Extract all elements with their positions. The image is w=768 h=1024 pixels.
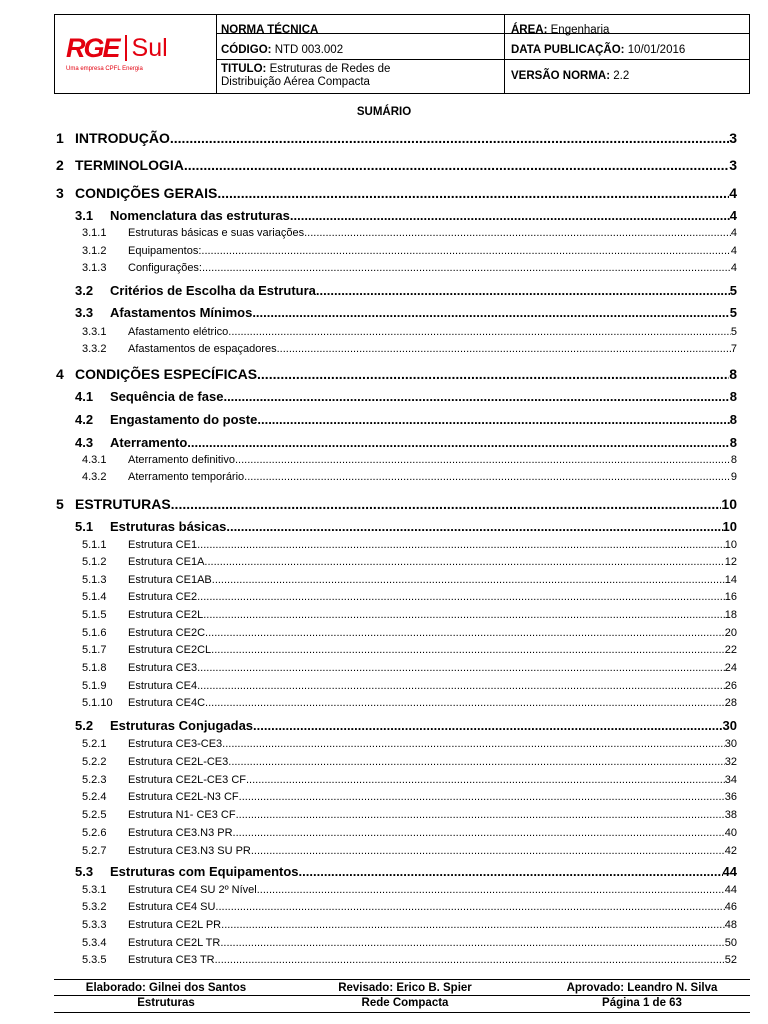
footer-table — [54, 979, 750, 1013]
toc-dot-leader — [217, 185, 729, 201]
toc-dot-leader — [244, 471, 731, 483]
toc-dot-leader — [246, 774, 725, 786]
footer-elaborado: Elaborado: Gilnei dos Santos — [85, 982, 247, 994]
toc-dot-leader — [197, 591, 725, 603]
toc-entry[interactable] — [56, 494, 737, 512]
toc-entry-number: 5.3.3 — [82, 919, 107, 931]
toc-entry-number: 3.3.2 — [82, 343, 107, 355]
toc-entry-number: 5.1.5 — [82, 609, 107, 621]
toc-entry-title: Estrutura CE2CL — [128, 644, 212, 656]
toc-entry[interactable] — [56, 642, 737, 656]
toc-entry-number: 5.1.6 — [82, 627, 107, 639]
norma-tecnica-label: NORMA TÉCNICA — [221, 24, 319, 36]
toc-entry-number: 3 — [56, 185, 64, 201]
toc-entry-number: 4.2 — [75, 412, 94, 427]
toc-entry-page: 40 — [724, 827, 737, 839]
toc-entry-number: 5.1.8 — [82, 662, 107, 674]
toc-entry-page: 44 — [722, 864, 737, 879]
toc-dot-leader — [235, 454, 731, 466]
footer-revisado: Revisado: Erico B. Spier — [338, 982, 472, 994]
toc-entry-page: 4 — [730, 262, 737, 274]
codigo-value: NTD 003.002 — [274, 44, 344, 56]
toc-entry-title: Estrutura CE3.N3 SU PR — [128, 845, 251, 857]
toc-entry[interactable] — [56, 736, 737, 750]
toc-entry[interactable] — [56, 789, 737, 803]
toc-dot-leader — [205, 697, 725, 709]
toc-entry-title: Engastamento do poste — [110, 412, 258, 427]
toc-dot-leader — [277, 343, 731, 355]
toc-dot-leader — [220, 937, 724, 949]
versao-value: 2.2 — [613, 70, 630, 82]
toc-entry-title: Estrutura CE2L PR — [128, 919, 222, 931]
toc-entry-page: 26 — [724, 680, 737, 692]
toc-entry-number: 4 — [56, 366, 64, 382]
toc-dot-leader — [228, 756, 724, 768]
toc-entry[interactable] — [56, 410, 737, 427]
toc-entry-page: 4 — [729, 208, 737, 223]
titulo-line2: Distribuição Aérea Compacta — [221, 76, 370, 88]
toc-entry-number: 5.2.7 — [82, 845, 107, 857]
titulo-line1: Estruturas de Redes de — [269, 63, 391, 75]
toc-entry-number: 4.3.2 — [82, 471, 107, 483]
toc-entry-number: 1 — [56, 130, 64, 146]
toc-entry-title: Afastamentos de espaçadores — [128, 343, 277, 355]
toc-entry[interactable] — [56, 469, 737, 483]
toc-entry-number: 5.3.2 — [82, 901, 107, 913]
toc-entry-number: 5.2.3 — [82, 774, 107, 786]
toc-dot-leader — [187, 435, 729, 450]
summary-title: SUMÁRIO — [356, 106, 412, 118]
toc-dot-leader — [221, 919, 725, 931]
toc-entry-page: 14 — [724, 574, 737, 586]
codigo-cell — [221, 44, 343, 57]
toc-entry-number: 5.3.1 — [82, 884, 107, 896]
toc-dot-leader — [223, 389, 729, 404]
toc-dot-leader — [201, 245, 730, 257]
footer-aprovado: Aprovado: Leandro N. Silva — [566, 982, 718, 994]
titulo-cell — [221, 63, 390, 89]
codigo-label: CÓDIGO: — [221, 44, 272, 56]
toc-entry-page: 44 — [724, 884, 737, 896]
toc-entry[interactable] — [56, 452, 737, 466]
toc-entry-page: 46 — [724, 901, 737, 913]
toc-entry-number: 5.1 — [75, 519, 94, 534]
toc-entry[interactable] — [56, 243, 737, 257]
toc-entry[interactable] — [56, 843, 737, 857]
toc-entry-number: 2 — [56, 157, 64, 173]
toc-entry-page: 4 — [730, 227, 737, 239]
toc-entry[interactable] — [56, 917, 737, 931]
toc-entry-number: 5.3.5 — [82, 954, 107, 966]
toc-entry-title: Estruturas básicas — [110, 519, 227, 534]
toc-entry-title: Estrutura CE1AB — [128, 574, 212, 586]
toc-entry-title: Estruturas básicas e suas variações — [128, 227, 305, 239]
versao-label: VERSÃO NORMA: — [511, 70, 611, 82]
toc-entry[interactable] — [56, 807, 737, 821]
toc-dot-leader — [251, 845, 725, 857]
logo-tagline: Uma empresa CPFL Energia — [66, 66, 143, 72]
toc-entry-title: Estrutura N1- CE3 CF — [128, 809, 236, 821]
toc-entry-title: TERMINOLOGIA — [75, 157, 184, 173]
toc-entry-page: 38 — [724, 809, 737, 821]
toc-entry-number: 4.3 — [75, 435, 94, 450]
toc-entry-title: Estrutura CE1 — [128, 539, 198, 551]
toc-dot-leader — [253, 718, 723, 733]
toc-dot-leader — [197, 539, 725, 551]
toc-dot-leader — [290, 208, 730, 223]
toc-entry-page: 16 — [724, 591, 737, 603]
toc-dot-leader — [252, 305, 729, 320]
toc-dot-leader — [316, 283, 730, 298]
toc-entry-title: Sequência de fase — [110, 389, 224, 404]
toc-entry-title: Estrutura CE4 SU 2º Nível — [128, 884, 257, 896]
toc-entry-page: 3 — [729, 157, 737, 173]
toc-entry-title: INTRODUÇÃO — [75, 130, 170, 146]
toc-entry[interactable] — [56, 225, 737, 239]
toc-dot-leader — [215, 954, 725, 966]
toc-entry[interactable] — [56, 387, 737, 404]
toc-entry-page: 10 — [721, 496, 737, 512]
toc-entry-page: 20 — [724, 627, 737, 639]
toc-entry-title: Estrutura CE2L TR — [128, 937, 221, 949]
toc-entry[interactable] — [56, 537, 737, 551]
toc-entry-title: Critérios de Escolha da Estrutura — [110, 283, 316, 298]
toc-entry[interactable] — [56, 324, 737, 338]
data-publicacao-label: DATA PUBLICAÇÃO: — [511, 44, 625, 56]
toc-entry-page: 7 — [730, 343, 737, 355]
toc-entry-number: 3.1.1 — [82, 227, 107, 239]
toc-entry-page: 28 — [724, 697, 737, 709]
toc-dot-leader — [202, 262, 731, 274]
toc-entry[interactable] — [56, 754, 737, 768]
toc-dot-leader — [304, 227, 731, 239]
toc-entry-page: 42 — [724, 845, 737, 857]
toc-entry[interactable] — [56, 952, 737, 966]
logo-brand: RGE — [66, 33, 119, 63]
toc-dot-leader — [203, 609, 725, 621]
toc-entry-title: Estrutura CE4 SU — [128, 901, 216, 913]
toc-entry-title: Aterramento definitivo — [128, 454, 235, 466]
toc-entry[interactable] — [56, 517, 737, 534]
data-publicacao-cell — [511, 44, 685, 57]
toc-entry-title: Nomenclatura das estruturas — [110, 208, 290, 223]
footer-pagina: Página 1 de 63 — [602, 997, 682, 1009]
toc-entry-number: 5.3 — [75, 864, 94, 879]
toc-entry-number: 5.1.2 — [82, 556, 107, 568]
toc-entry-number: 5.1.3 — [82, 574, 107, 586]
toc-entry-number: 5.1.9 — [82, 680, 107, 692]
toc-entry-page: 8 — [729, 389, 737, 404]
toc-entry-page: 4 — [729, 185, 737, 201]
toc-entry-page: 8 — [729, 435, 737, 450]
toc-entry-number: 4.3.1 — [82, 454, 107, 466]
toc-dot-leader — [211, 644, 725, 656]
toc-entry-number: 5.1.1 — [82, 539, 107, 551]
toc-entry-title: Estrutura CE4 — [128, 680, 198, 692]
toc-entry-title: Estrutura CE2L-CE3 CF — [128, 774, 246, 786]
toc-dot-leader — [239, 791, 725, 803]
toc-dot-leader — [226, 519, 722, 534]
toc-entry-number: 3.3 — [75, 305, 94, 320]
toc-entry-page: 8 — [729, 412, 737, 427]
toc-entry-title: Afastamento elétrico — [128, 326, 229, 338]
toc-entry-number: 3.1.3 — [82, 262, 107, 274]
toc-entry[interactable] — [56, 772, 737, 786]
toc-entry-title: Estruturas com Equipamentos — [110, 864, 299, 879]
toc-entry-title: Estrutura CE4C — [128, 697, 206, 709]
toc-dot-leader — [171, 496, 722, 512]
toc-entry-page: 3 — [729, 130, 737, 146]
toc-entry-title: Estrutura CE3.N3 PR — [128, 827, 233, 839]
toc-entry[interactable] — [56, 607, 737, 621]
toc-entry-number: 5.1.10 — [82, 697, 113, 709]
toc-dot-leader — [215, 901, 724, 913]
toc-entry[interactable] — [56, 660, 737, 674]
toc-entry-page: 50 — [724, 937, 737, 949]
toc-entry-page: 9 — [730, 471, 737, 483]
toc-entry-title: Estrutura CE3 TR — [128, 954, 215, 966]
toc-entry-title: Aterramento temporário — [128, 471, 245, 483]
toc-entry-page: 18 — [724, 609, 737, 621]
toc-entry-title: ESTRUTURAS — [75, 496, 171, 512]
toc-entry-title: Estrutura CE2L-N3 CF — [128, 791, 239, 803]
toc-entry[interactable] — [56, 260, 737, 274]
toc-entry-title: Afastamentos Mínimos — [110, 305, 253, 320]
toc-dot-leader — [170, 130, 729, 146]
toc-dot-leader — [184, 157, 729, 173]
toc-dot-leader — [222, 738, 725, 750]
toc-entry-number: 3.1.2 — [82, 245, 107, 257]
toc-entry-number: 4.1 — [75, 389, 94, 404]
toc-dot-leader — [212, 574, 725, 586]
toc-entry-page: 10 — [722, 519, 737, 534]
toc-dot-leader — [197, 662, 725, 674]
area-cell — [511, 24, 609, 37]
toc-entry[interactable] — [56, 935, 737, 949]
toc-dot-leader — [233, 827, 725, 839]
toc-entry-page: 4 — [730, 245, 737, 257]
toc-entry-number: 5.1.4 — [82, 591, 107, 603]
area-value: Engenharia — [550, 24, 610, 36]
toc-entry[interactable] — [56, 183, 737, 201]
toc-entry-title: Estrutura CE2C — [128, 627, 206, 639]
header-table — [54, 14, 750, 94]
toc-dot-leader — [299, 864, 723, 879]
toc-entry-page: 22 — [724, 644, 737, 656]
toc-entry-page: 5 — [730, 326, 737, 338]
toc-entry-number: 5.1.7 — [82, 644, 107, 656]
toc-entry[interactable] — [56, 716, 737, 733]
data-publicacao-value: 10/01/2016 — [627, 44, 686, 56]
toc-entry-page: 34 — [724, 774, 737, 786]
versao-cell — [511, 70, 629, 83]
logo-brand-suffix: Sul — [131, 34, 168, 62]
toc-entry-number: 5.2.4 — [82, 791, 107, 803]
toc-dot-leader — [257, 884, 725, 896]
toc-entry-page: 36 — [724, 791, 737, 803]
toc-dot-leader — [236, 809, 725, 821]
toc-entry-number: 3.2 — [75, 283, 94, 298]
toc-entry[interactable] — [56, 554, 737, 568]
toc-entry[interactable] — [56, 882, 737, 896]
toc-entry-number: 5 — [56, 496, 64, 512]
toc-entry-page: 30 — [724, 738, 737, 750]
toc-entry-number: 5.3.4 — [82, 937, 107, 949]
toc-entry[interactable] — [56, 364, 737, 382]
toc-entry-number: 5.2.6 — [82, 827, 107, 839]
toc-entry-page: 5 — [729, 283, 737, 298]
toc-entry-title: Estrutura CE3-CE3 — [128, 738, 223, 750]
toc-entry-number: 3.3.1 — [82, 326, 107, 338]
toc-entry[interactable] — [56, 862, 737, 879]
toc-entry[interactable] — [56, 572, 737, 586]
toc-dot-leader — [204, 556, 724, 568]
toc-entry-title: Equipamentos: — [128, 245, 202, 257]
area-label: ÁREA: — [511, 24, 548, 36]
toc-entry-page: 52 — [724, 954, 737, 966]
titulo-label: TITULO: — [221, 63, 267, 75]
toc-entry[interactable] — [56, 303, 737, 320]
toc-entry[interactable] — [56, 155, 737, 173]
toc-entry[interactable] — [56, 678, 737, 692]
toc-entry-number: 5.2.2 — [82, 756, 107, 768]
toc-dot-leader — [228, 326, 731, 338]
toc-entry-title: Estrutura CE3 — [128, 662, 198, 674]
toc-entry-page: 24 — [724, 662, 737, 674]
toc-dot-leader — [205, 627, 725, 639]
toc-entry-title: Estrutura CE2L-CE3 — [128, 756, 229, 768]
toc-entry-title: Estrutura CE1A — [128, 556, 205, 568]
toc-entry[interactable] — [56, 433, 737, 450]
footer-estruturas: Estruturas — [137, 997, 195, 1009]
toc-entry-title: Estruturas Conjugadas — [110, 718, 254, 733]
toc-entry[interactable] — [56, 825, 737, 839]
toc-entry-title: Estrutura CE2L — [128, 609, 204, 621]
toc-entry[interactable] — [56, 341, 737, 355]
toc-entry[interactable] — [56, 695, 737, 709]
toc-entry-page: 8 — [729, 366, 737, 382]
toc-entry-number: 5.2.5 — [82, 809, 107, 821]
toc-entry-page: 32 — [724, 756, 737, 768]
toc-entry-title: CONDIÇÕES ESPECÍFICAS — [75, 366, 258, 382]
toc-entry[interactable] — [56, 206, 737, 223]
toc-entry-number: 5.2.1 — [82, 738, 107, 750]
toc-entry[interactable] — [56, 589, 737, 603]
toc-dot-leader — [257, 412, 729, 427]
toc-entry-title: Estrutura CE2 — [128, 591, 198, 603]
toc-entry-title: Configurações: — [128, 262, 202, 274]
footer-rede: Rede Compacta — [361, 997, 449, 1009]
toc-entry[interactable] — [56, 899, 737, 913]
toc-entry-page: 8 — [730, 454, 737, 466]
toc-entry-title: Aterramento — [110, 435, 188, 450]
toc-dot-leader — [257, 366, 729, 382]
toc-entry-page: 12 — [724, 556, 737, 568]
toc-entry-page: 5 — [729, 305, 737, 320]
toc-entry-page: 30 — [722, 718, 737, 733]
toc-dot-leader — [197, 680, 725, 692]
toc-entry-number: 5.2 — [75, 718, 94, 733]
toc-entry[interactable] — [56, 625, 737, 639]
toc-entry-page: 48 — [724, 919, 737, 931]
toc-entry-number: 3.1 — [75, 208, 94, 223]
toc-entry[interactable] — [56, 128, 737, 146]
toc-entry-page: 10 — [724, 539, 737, 551]
toc-entry-title: CONDIÇÕES GERAIS — [75, 185, 218, 201]
toc-entry[interactable] — [56, 281, 737, 298]
